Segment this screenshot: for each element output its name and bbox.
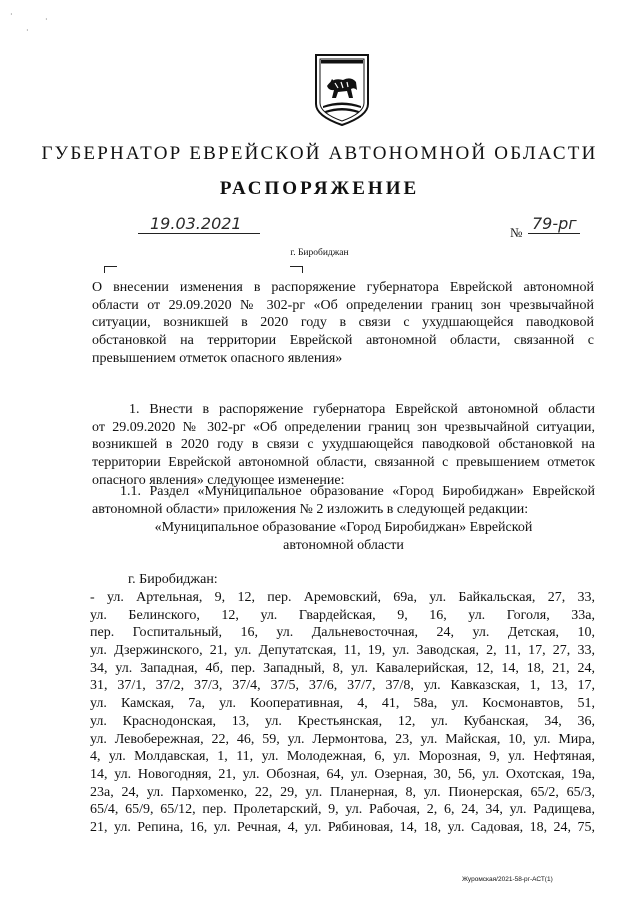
paragraph-line: от 29.09.2020 № 302-рг «Об определении границ зон чрезвычайной ситуации, xyxy=(92,419,595,435)
address-line: ул. Дзержинского, 21, ул. Депутатская, 11, 19, ул. Заводская, 2, 11, 17, 27, 33, xyxy=(90,643,595,659)
paragraph-line: автономной области» приложения № 2 изложить в следующей редакции: xyxy=(92,501,529,517)
document-subject xyxy=(92,279,594,367)
paragraph-1-1 xyxy=(92,483,595,518)
document-date: 19.03.2021 xyxy=(150,214,242,233)
document-type-heading: РАСПОРЯЖЕНИЕ xyxy=(219,178,420,199)
subject-line: области от 29.09.2020 № 302-рг «Об определении границ зон чрезвычайной xyxy=(92,297,594,313)
city-name: г. Биробиджан xyxy=(290,248,349,258)
address-list xyxy=(90,589,595,837)
address-line: 34, ул. Западная, 4б, пер. Западный, 8, ул. Кавалерийская, 12, 14, 18, 21, 24, xyxy=(90,660,595,676)
subject-corner-mark-left xyxy=(104,266,117,273)
paragraph-1 xyxy=(92,401,595,489)
address-line: ул. Краснодонская, 13, ул. Крестьянская, 12, ул. Кубанская, 34, 36, xyxy=(90,713,595,729)
address-line: ул. Левобережная, 22, 46, 59, ул. Лермонтова, 23, ул. Майская, 10, ул. Мира, xyxy=(90,731,595,747)
scan-mark: · xyxy=(45,15,48,24)
subject-line: превышением отметок опасного явления» xyxy=(92,350,343,366)
subject-line: обстановкой на территории Еврейской автономной области, связанной с xyxy=(92,333,594,349)
authority-title: ГУБЕРНАТОР ЕВРЕЙСКОЙ АВТОНОМНОЙ ОБЛАСТИ xyxy=(41,143,598,164)
scan-mark: · xyxy=(10,10,13,19)
footer-document-code: Журомская/2021-58-рг-АСТ(1) xyxy=(462,876,553,883)
address-line: ул. Белинского, 12, ул. Гвардейская, 9, 16, ул. Гоголя, 33а, xyxy=(90,607,595,623)
section-title-line: автономной области xyxy=(283,537,404,553)
date-underline xyxy=(138,233,260,234)
paragraph-line: территории Еврейской автономной области, связанной с превышением отметок xyxy=(92,455,595,471)
subject-line: ситуации, возникшей в 2020 году в связи с ухудшающейся паводковой xyxy=(92,315,594,331)
address-line: 21, ул. Репина, 16, ул. Речная, 4, ул. Рябиновая, 14, 18, ул. Садовая, 18, 24, 75, xyxy=(90,819,595,835)
document-number: 79-рг xyxy=(532,214,577,233)
address-line: 23а, 24, ул. Пархоменко, 22, 29, ул. Планерная, 8, ул. Пионерская, 65/2, 65/3, xyxy=(90,784,595,800)
address-line: 31, 37/1, 37/2, 37/3, 37/4, 37/5, 37/6, 37/7, 37/8, ул. Кавказская, 1, 13, 17, xyxy=(90,678,595,694)
section-title-line: «Муниципальное образование «Город Биробиджан» Еврейской xyxy=(154,520,533,535)
address-line: 65/4, 65/9, 65/12, пер. Пролетарский, 9, ул. Рабочая, 2, 6, 24, 34, ул. Радищева, xyxy=(90,802,595,818)
address-line: - ул. Артельная, 9, 12, пер. Аремовский, 69а, ул. Байкальская, 27, 33, xyxy=(90,590,595,605)
subject-line: О внесении изменения в распоряжение губернатора Еврейской автономной xyxy=(92,280,594,295)
number-underline xyxy=(528,233,580,234)
paragraph-line: 1.1. Раздел «Муниципальное образование «Город Биробиджан» Еврейской xyxy=(120,484,595,499)
scan-mark: · xyxy=(26,26,29,35)
address-line: ул. Камская, 7а, ул. Кооперативная, 4, 41, 58а, ул. Космонавтов, 51, xyxy=(90,696,595,712)
paragraph-line: возникшей в 2020 году в связи с ухудшающейся паводковой обстановкой на xyxy=(92,437,595,453)
coat-of-arms-emblem xyxy=(313,52,371,128)
paragraph-line: 1. Внести в распоряжение губернатора Еврейской автономной области xyxy=(129,402,595,417)
address-line: пер. Госпитальный, 16, ул. Дальневосточная, 24, ул. Детская, 10, xyxy=(90,625,595,641)
paragraph-line: опасного явления» следующее изменение: xyxy=(92,472,345,488)
section-title xyxy=(92,519,595,554)
city-label: г. Биробиджан: xyxy=(128,572,218,587)
address-line: 14, ул. Новогодняя, 21, ул. Обозная, 64, ул. Озерная, 30, 56, ул. Охотская, 19а, xyxy=(90,766,595,782)
number-sign: № xyxy=(510,225,523,240)
subject-corner-mark-right xyxy=(290,266,303,273)
address-line: 4, ул. Молдавская, 1, 11, ул. Молодежная, 6, ул. Морозная, 9, ул. Нефтяная, xyxy=(90,749,595,765)
